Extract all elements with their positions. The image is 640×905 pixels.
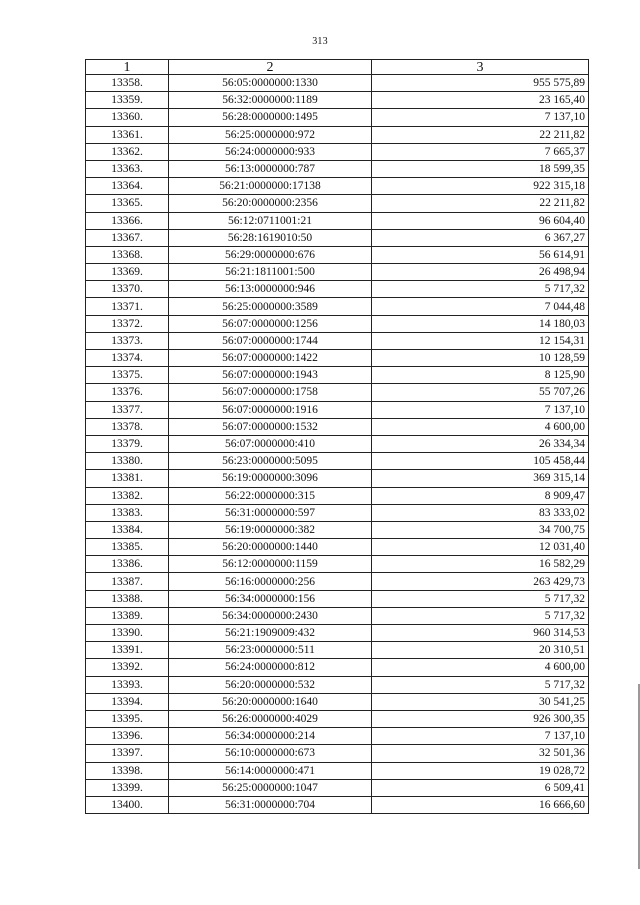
row-number: 13375. <box>86 367 169 384</box>
row-number: 13379. <box>86 435 169 452</box>
amount-value: 10 128,59 <box>372 350 589 367</box>
table-row <box>86 75 589 92</box>
cadastral-number: 56:23:0000000:5095 <box>169 453 372 470</box>
amount-value: 32 501,36 <box>372 745 589 762</box>
table-row <box>86 796 589 813</box>
row-number: 13366. <box>86 212 169 229</box>
amount-value: 263 429,73 <box>372 573 589 590</box>
amount-value: 5 717,32 <box>372 676 589 693</box>
amount-value: 7 137,10 <box>372 401 589 418</box>
row-number: 13361. <box>86 126 169 143</box>
row-number: 13395. <box>86 710 169 727</box>
table-row <box>86 453 589 470</box>
row-number: 13377. <box>86 401 169 418</box>
table-row <box>86 332 589 349</box>
row-number: 13394. <box>86 693 169 710</box>
cadastral-number: 56:24:0000000:812 <box>169 659 372 676</box>
cadastral-number: 56:20:0000000:1440 <box>169 539 372 556</box>
table-row <box>86 367 589 384</box>
row-number: 13378. <box>86 418 169 435</box>
row-number: 13364. <box>86 178 169 195</box>
cadastral-number: 56:24:0000000:933 <box>169 143 372 160</box>
table-row <box>86 315 589 332</box>
row-number: 13385. <box>86 539 169 556</box>
cadastral-number: 56:07:0000000:1532 <box>169 418 372 435</box>
table-row <box>86 728 589 745</box>
amount-value: 922 315,18 <box>372 178 589 195</box>
cadastral-number: 56:12:0000000:1159 <box>169 556 372 573</box>
row-number: 13384. <box>86 521 169 538</box>
column-header-2: 2 <box>169 60 372 75</box>
cadastral-number: 56:21:1811001:500 <box>169 264 372 281</box>
amount-value: 34 700,75 <box>372 521 589 538</box>
table-row <box>86 246 589 263</box>
table-row <box>86 470 589 487</box>
row-number: 13381. <box>86 470 169 487</box>
cadastral-number: 56:20:0000000:1640 <box>169 693 372 710</box>
table-row <box>86 676 589 693</box>
row-number: 13382. <box>86 487 169 504</box>
table-row <box>86 539 589 556</box>
table-body <box>86 75 589 814</box>
row-number: 13358. <box>86 75 169 92</box>
cadastral-number: 56:21:1909009:432 <box>169 625 372 642</box>
table-row <box>86 487 589 504</box>
table-row <box>86 710 589 727</box>
table-row <box>86 212 589 229</box>
table-row <box>86 350 589 367</box>
row-number: 13392. <box>86 659 169 676</box>
cadastral-number: 56:10:0000000:673 <box>169 745 372 762</box>
table-row <box>86 109 589 126</box>
table-row <box>86 779 589 796</box>
cadastral-number: 56:31:0000000:597 <box>169 504 372 521</box>
cadastral-number: 56:20:0000000:532 <box>169 676 372 693</box>
cadastral-number: 56:16:0000000:256 <box>169 573 372 590</box>
row-number: 13359. <box>86 92 169 109</box>
cadastral-number: 56:28:1619010:50 <box>169 229 372 246</box>
table-row <box>86 264 589 281</box>
amount-value: 4 600,00 <box>372 659 589 676</box>
amount-value: 23 165,40 <box>372 92 589 109</box>
amount-value: 6 509,41 <box>372 779 589 796</box>
row-number: 13393. <box>86 676 169 693</box>
table-row <box>86 92 589 109</box>
amount-value: 8 125,90 <box>372 367 589 384</box>
cadastral-number: 56:22:0000000:315 <box>169 487 372 504</box>
amount-value: 55 707,26 <box>372 384 589 401</box>
amount-value: 26 334,34 <box>372 435 589 452</box>
row-number: 13376. <box>86 384 169 401</box>
table-row <box>86 573 589 590</box>
table-row <box>86 504 589 521</box>
row-number: 13371. <box>86 298 169 315</box>
amount-value: 16 666,60 <box>372 796 589 813</box>
row-number: 13387. <box>86 573 169 590</box>
row-number: 13372. <box>86 315 169 332</box>
row-number: 13399. <box>86 779 169 796</box>
row-number: 13383. <box>86 504 169 521</box>
table-row <box>86 298 589 315</box>
cadastral-number: 56:07:0000000:1758 <box>169 384 372 401</box>
row-number: 13373. <box>86 332 169 349</box>
amount-value: 18 599,35 <box>372 160 589 177</box>
amount-value: 4 600,00 <box>372 418 589 435</box>
row-number: 13370. <box>86 281 169 298</box>
amount-value: 7 665,37 <box>372 143 589 160</box>
amount-value: 7 137,10 <box>372 728 589 745</box>
table-row <box>86 762 589 779</box>
table-row <box>86 126 589 143</box>
column-header-3: 3 <box>372 60 589 75</box>
table-header-row <box>86 60 589 75</box>
cadastral-number: 56:31:0000000:704 <box>169 796 372 813</box>
row-number: 13360. <box>86 109 169 126</box>
amount-value: 6 367,27 <box>372 229 589 246</box>
table-row <box>86 659 589 676</box>
cadastral-number: 56:07:0000000:1943 <box>169 367 372 384</box>
amount-value: 22 211,82 <box>372 195 589 212</box>
cadastral-number: 56:07:0000000:1256 <box>169 315 372 332</box>
table-row <box>86 693 589 710</box>
table-row <box>86 178 589 195</box>
cadastral-number: 56:19:0000000:3096 <box>169 470 372 487</box>
amount-value: 7 044,48 <box>372 298 589 315</box>
row-number: 13362. <box>86 143 169 160</box>
amount-value: 56 614,91 <box>372 246 589 263</box>
table-row <box>86 745 589 762</box>
amount-value: 5 717,32 <box>372 607 589 624</box>
column-header-1: 1 <box>86 60 169 75</box>
cadastral-number: 56:32:0000000:1189 <box>169 92 372 109</box>
row-number: 13396. <box>86 728 169 745</box>
cadastral-number: 56:12:0711001:21 <box>169 212 372 229</box>
cadastral-number: 56:14:0000000:471 <box>169 762 372 779</box>
cadastral-number: 56:34:0000000:214 <box>169 728 372 745</box>
amount-value: 20 310,51 <box>372 642 589 659</box>
table-row <box>86 195 589 212</box>
cadastral-number: 56:34:0000000:2430 <box>169 607 372 624</box>
cadastral-number: 56:07:0000000:1422 <box>169 350 372 367</box>
cadastral-number: 56:25:0000000:972 <box>169 126 372 143</box>
page-number: 313 <box>312 36 328 47</box>
row-number: 13367. <box>86 229 169 246</box>
row-number: 13390. <box>86 625 169 642</box>
row-number: 13363. <box>86 160 169 177</box>
cadastral-number: 56:26:0000000:4029 <box>169 710 372 727</box>
table-row <box>86 281 589 298</box>
amount-value: 16 582,29 <box>372 556 589 573</box>
cadastral-number: 56:25:0000000:1047 <box>169 779 372 796</box>
cadastral-number: 56:29:0000000:676 <box>169 246 372 263</box>
amount-value: 955 575,89 <box>372 75 589 92</box>
table-row <box>86 590 589 607</box>
cadastral-number: 56:19:0000000:382 <box>169 521 372 538</box>
cadastral-number: 56:28:0000000:1495 <box>169 109 372 126</box>
cadastral-number: 56:07:0000000:410 <box>169 435 372 452</box>
registry-table <box>85 59 589 814</box>
table-row <box>86 607 589 624</box>
table-row <box>86 625 589 642</box>
amount-value: 8 909,47 <box>372 487 589 504</box>
table-row <box>86 229 589 246</box>
row-number: 13388. <box>86 590 169 607</box>
table-row <box>86 642 589 659</box>
amount-value: 12 031,40 <box>372 539 589 556</box>
table-row <box>86 435 589 452</box>
table-row <box>86 384 589 401</box>
row-number: 13391. <box>86 642 169 659</box>
cadastral-number: 56:07:0000000:1916 <box>169 401 372 418</box>
row-number: 13374. <box>86 350 169 367</box>
table-row <box>86 556 589 573</box>
row-number: 13398. <box>86 762 169 779</box>
row-number: 13369. <box>86 264 169 281</box>
amount-value: 26 498,94 <box>372 264 589 281</box>
table-row <box>86 160 589 177</box>
table-row <box>86 143 589 160</box>
cadastral-number: 56:13:0000000:787 <box>169 160 372 177</box>
amount-value: 369 315,14 <box>372 470 589 487</box>
amount-value: 7 137,10 <box>372 109 589 126</box>
table-row <box>86 418 589 435</box>
cadastral-number: 56:20:0000000:2356 <box>169 195 372 212</box>
cadastral-number: 56:13:0000000:946 <box>169 281 372 298</box>
amount-value: 22 211,82 <box>372 126 589 143</box>
amount-value: 5 717,32 <box>372 590 589 607</box>
row-number: 13397. <box>86 745 169 762</box>
amount-value: 83 333,02 <box>372 504 589 521</box>
row-number: 13389. <box>86 607 169 624</box>
table-row <box>86 521 589 538</box>
amount-value: 5 717,32 <box>372 281 589 298</box>
row-number: 13368. <box>86 246 169 263</box>
cadastral-number: 56:34:0000000:156 <box>169 590 372 607</box>
row-number: 13380. <box>86 453 169 470</box>
row-number: 13365. <box>86 195 169 212</box>
amount-value: 96 604,40 <box>372 212 589 229</box>
amount-value: 12 154,31 <box>372 332 589 349</box>
cadastral-number: 56:07:0000000:1744 <box>169 332 372 349</box>
row-number: 13400. <box>86 796 169 813</box>
amount-value: 926 300,35 <box>372 710 589 727</box>
amount-value: 960 314,53 <box>372 625 589 642</box>
cadastral-number: 56:25:0000000:3589 <box>169 298 372 315</box>
table-row <box>86 401 589 418</box>
cadastral-number: 56:21:0000000:17138 <box>169 178 372 195</box>
cadastral-number: 56:05:0000000:1330 <box>169 75 372 92</box>
amount-value: 30 541,25 <box>372 693 589 710</box>
amount-value: 105 458,44 <box>372 453 589 470</box>
amount-value: 19 028,72 <box>372 762 589 779</box>
amount-value: 14 180,03 <box>372 315 589 332</box>
row-number: 13386. <box>86 556 169 573</box>
cadastral-number: 56:23:0000000:511 <box>169 642 372 659</box>
